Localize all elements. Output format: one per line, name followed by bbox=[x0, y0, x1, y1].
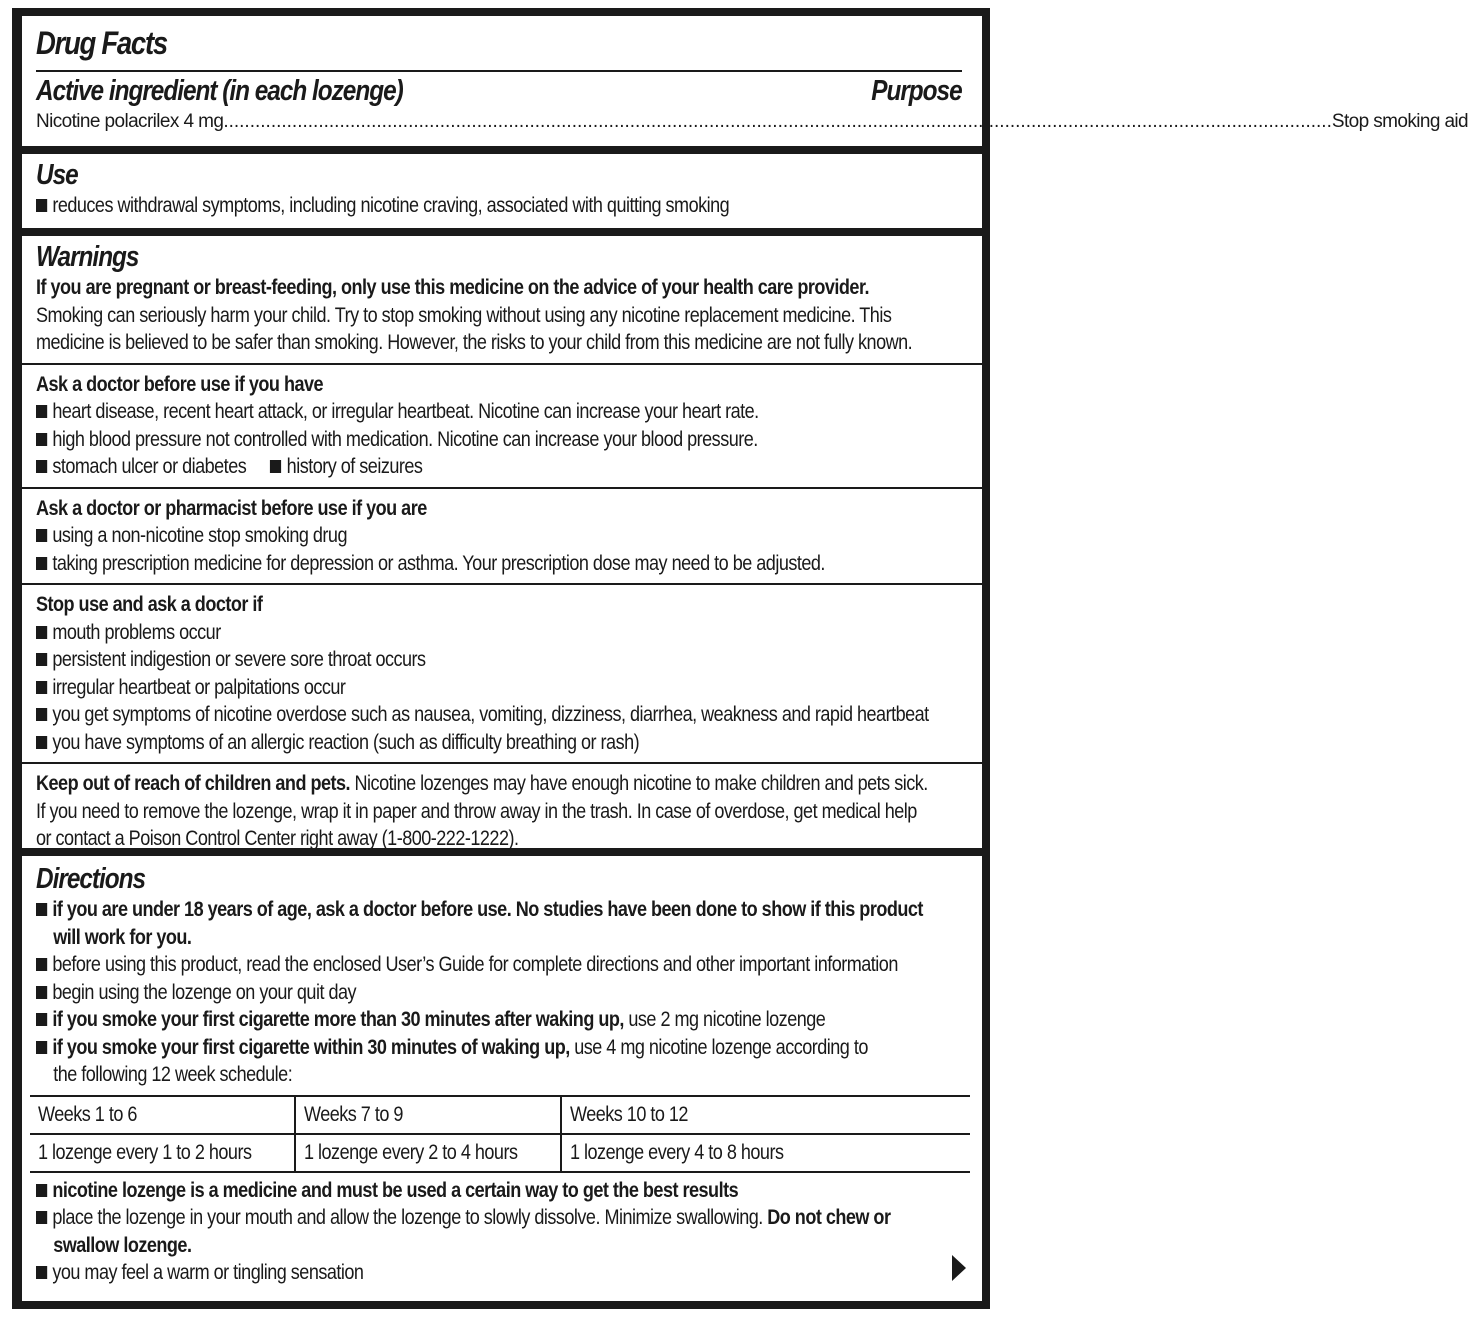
warnings-panel bbox=[22, 236, 982, 848]
list-item: nicotine lozenge is a medicine and must be used a certain way to get the best results bbox=[36, 1177, 832, 1205]
list-item: place the lozenge in your mouth and allow the lozenge to slowly dissolve. Minimize swallowing. Do not chew or bbox=[36, 1204, 832, 1232]
table-row bbox=[30, 1096, 970, 1134]
bullet-icon bbox=[36, 557, 47, 570]
purpose-heading: Purpose bbox=[871, 75, 962, 107]
bullet-icon bbox=[36, 903, 47, 916]
list-item: stomach ulcer or diabetes history of seizures bbox=[36, 453, 832, 481]
bullet-icon bbox=[36, 433, 47, 446]
list-item: using a non-nicotine stop smoking drug bbox=[36, 522, 832, 550]
directions-heading: Directions bbox=[36, 863, 146, 895]
table-row bbox=[30, 1134, 970, 1172]
ask-pharmacist-heading: Ask a doctor or pharmacist before use if you are bbox=[36, 496, 427, 520]
drug-facts-title: Drug Facts bbox=[36, 25, 167, 61]
purpose-value: Stop smoking aid bbox=[1331, 111, 1468, 132]
bullet-icon bbox=[36, 736, 47, 749]
keep-out-of-reach-line: or contact a Poison Control Center right away (1-800-222-1222). bbox=[36, 827, 519, 850]
active-ingredient-heading: Active ingredient (in each lozenge) bbox=[36, 75, 403, 107]
list-item: high blood pressure not controlled with medication. Nicotine can increase your blood pressure. bbox=[36, 426, 832, 454]
use-panel bbox=[22, 154, 982, 228]
table-header-cell: Weeks 7 to 9 bbox=[295, 1096, 561, 1134]
pregnancy-warning-bold: If you are pregnant or breast-feeding, only use this medicine on the advice of your health care provider. bbox=[36, 276, 869, 299]
divider bbox=[36, 70, 962, 72]
list-item: if you smoke your first cigarette within 30 minutes of waking up, use 4 mg nicotine lozenge according to bbox=[36, 1034, 832, 1062]
list-item-continuation: the following 12 week schedule: bbox=[53, 1063, 293, 1086]
bullet-icon bbox=[36, 708, 47, 721]
directions-panel bbox=[22, 856, 982, 1301]
dot-leader: .................................................................................................................................................................................................................. bbox=[223, 111, 1332, 132]
list-item: heart disease, recent heart attack, or irregular heartbeat. Nicotine can increase your heart rate. bbox=[36, 398, 832, 426]
bullet-icon bbox=[36, 626, 47, 639]
pregnancy-warning-line: Smoking can seriously harm your child. Try to stop smoking without using any nicotine replacement medicine. This bbox=[36, 303, 892, 327]
continue-arrow-icon bbox=[952, 1255, 966, 1281]
ingredient-name: Nicotine polacrilex 4 mg bbox=[36, 111, 224, 132]
list-item-continuation: swallow lozenge. bbox=[53, 1233, 192, 1257]
list-item: begin using the lozenge on your quit day bbox=[36, 979, 832, 1007]
bullet-icon bbox=[270, 460, 281, 473]
bullet-icon bbox=[36, 986, 47, 999]
bullet-icon bbox=[36, 653, 47, 666]
table-cell: 1 lozenge every 2 to 4 hours bbox=[295, 1134, 561, 1172]
list-item: if you smoke your first cigarette more than 30 minutes after waking up, use 2 mg nicotine lozenge bbox=[36, 1006, 832, 1034]
list-item: persistent indigestion or severe sore throat occurs bbox=[36, 646, 832, 674]
list-item: you get symptoms of nicotine overdose such as nausea, vomiting, dizziness, diarrhea, weakness and rapid heartbeat bbox=[36, 701, 832, 729]
divider bbox=[22, 363, 982, 365]
list-item: you may feel a warm or tingling sensation bbox=[36, 1259, 832, 1287]
table-header-cell: Weeks 10 to 12 bbox=[561, 1096, 970, 1134]
list-item: before using this product, read the enclosed User’s Guide for complete directions and other important information bbox=[36, 951, 832, 979]
list-item: taking prescription medicine for depression or asthma. Your prescription dose may need to be adjusted. bbox=[36, 550, 832, 578]
list-item: if you are under 18 years of age, ask a doctor before use. No studies have been done to show if this product bbox=[36, 896, 832, 924]
keep-out-of-reach: Keep out of reach of children and pets. Nicotine lozenges may have enough nicotine to make children and pets sick. bbox=[36, 772, 928, 795]
bullet-icon bbox=[36, 460, 47, 473]
active-ingredient-panel bbox=[22, 16, 1468, 146]
divider bbox=[22, 583, 982, 585]
stop-use-heading: Stop use and ask a doctor if bbox=[36, 593, 263, 616]
bullet-icon bbox=[36, 1184, 47, 1197]
divider bbox=[22, 487, 982, 489]
dosage-schedule-table bbox=[30, 1095, 970, 1173]
bullet-icon bbox=[36, 1266, 47, 1279]
ask-doctor-heading: Ask a doctor before use if you have bbox=[36, 372, 324, 396]
use-item: reduces withdrawal symptoms, including nicotine craving, associated with quitting smoking bbox=[36, 192, 832, 220]
bullet-icon bbox=[36, 529, 47, 542]
table-header-cell: Weeks 1 to 6 bbox=[30, 1096, 295, 1134]
table-cell: 1 lozenge every 4 to 8 hours bbox=[561, 1134, 970, 1172]
bullet-icon bbox=[36, 1211, 47, 1224]
list-item-continuation: will work for you. bbox=[53, 925, 192, 949]
list-item: you have symptoms of an allergic reaction (such as difficulty breathing or rash) bbox=[36, 729, 832, 757]
pregnancy-warning-line: medicine is believed to be safer than smoking. However, the risks to your child from this medicine are not fully known. bbox=[36, 331, 913, 354]
warnings-heading: Warnings bbox=[36, 241, 139, 273]
list-item: irregular heartbeat or palpitations occur bbox=[36, 674, 832, 702]
bullet-icon bbox=[36, 681, 47, 694]
use-heading: Use bbox=[36, 159, 78, 191]
divider bbox=[22, 762, 982, 764]
list-item: mouth problems occur bbox=[36, 619, 832, 647]
bullet-icon bbox=[36, 1041, 47, 1054]
keep-out-of-reach-line: If you need to remove the lozenge, wrap it in paper and throw away in the trash. In case of overdose, get medical help bbox=[36, 799, 917, 823]
bullet-icon bbox=[36, 958, 47, 971]
bullet-icon bbox=[36, 1013, 47, 1026]
bullet-icon bbox=[36, 405, 47, 418]
table-cell: 1 lozenge every 1 to 2 hours bbox=[30, 1134, 295, 1172]
bullet-icon bbox=[36, 199, 47, 212]
